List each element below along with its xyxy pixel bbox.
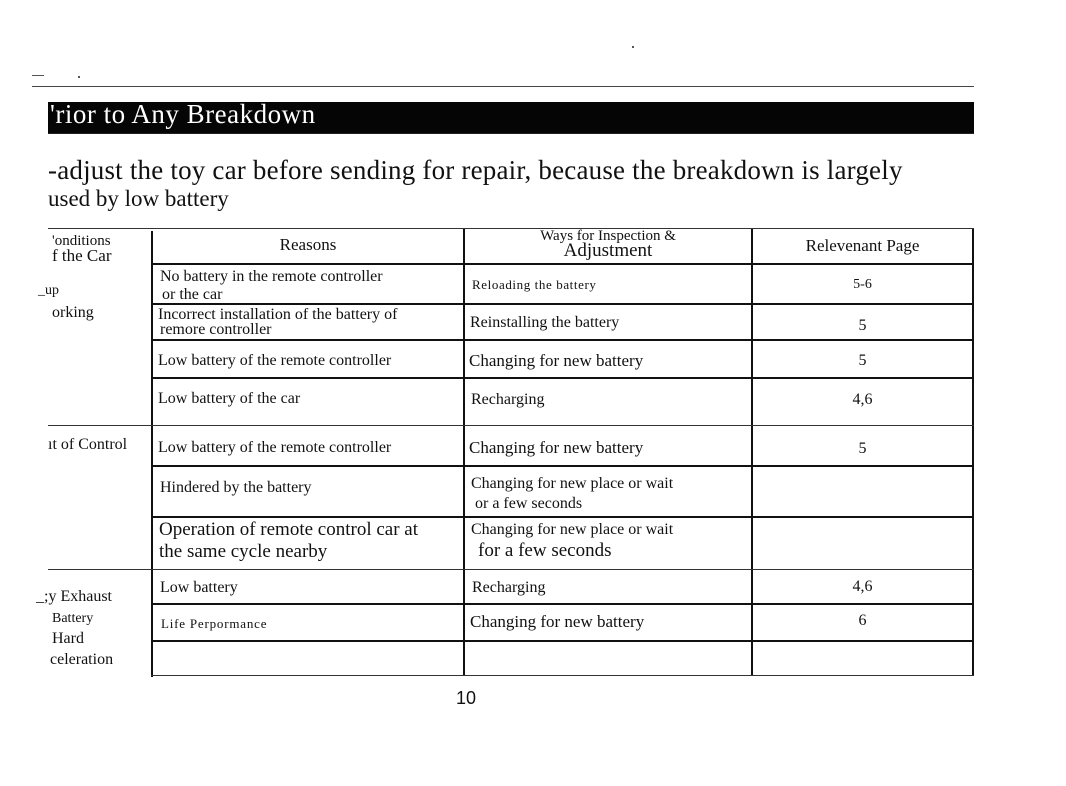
way-cell: Changing for new battery (469, 438, 644, 457)
intro-line-1: -adjust the toy car before sending for repair, because the breakdown is largely (48, 155, 903, 185)
way-cell (471, 474, 673, 514)
page-cell: 5 (858, 352, 867, 369)
condition-working: orking (52, 304, 94, 321)
condition-stop: _up (38, 283, 59, 298)
way-l2: for a few seconds (478, 540, 612, 561)
table-hline (151, 675, 974, 676)
top-rule (32, 86, 974, 87)
table-vline (463, 229, 465, 676)
page-cell: 4,6 (852, 578, 873, 595)
reason-l2: or the car (162, 286, 223, 303)
title-underline (48, 133, 974, 134)
page-cell: 6 (858, 612, 867, 629)
way-cell: Changing for new battery (470, 612, 645, 631)
section-title: 'rior to Any Breakdown (50, 99, 316, 129)
condition-battery: Battery (52, 611, 94, 626)
reason-cell: Hindered by the battery (160, 479, 312, 496)
table-hline (151, 516, 974, 518)
reason-cell (159, 519, 418, 563)
table-hline (151, 377, 974, 379)
reason-cell: Low battery of the remote controller (158, 439, 392, 456)
page-cell: 5 (858, 317, 867, 334)
reason-cell: Low battery of the remote controller (158, 352, 392, 369)
way-cell: Reloading the battery (472, 277, 597, 292)
table-vline (151, 231, 153, 677)
page-cell: 4,6 (852, 391, 873, 408)
scan-mark (32, 75, 44, 76)
way-cell: Recharging (472, 579, 546, 596)
header-conditions (52, 234, 111, 263)
table-hline (48, 425, 974, 426)
header-ways (465, 228, 751, 261)
header-ways-l1: Ways for Inspection & (540, 228, 676, 244)
table-row (158, 307, 397, 337)
reason-l1: No battery in the remote controller (160, 268, 383, 285)
reason-l2: remore controller (160, 321, 272, 338)
reason-cell: Low battery (160, 579, 238, 596)
table-hline (151, 263, 974, 265)
table-hline (151, 640, 974, 642)
scan-mark (632, 46, 634, 48)
table-hline (151, 603, 974, 605)
way-l1: Changing for new place or wait (471, 475, 674, 492)
reason-l2: the same cycle nearby (159, 541, 328, 562)
header-conditions-l1: 'onditions (52, 233, 111, 249)
table-vline (972, 229, 974, 676)
table-row (160, 268, 383, 304)
way-cell: Reinstalling the battery (470, 314, 620, 331)
reason-l1: Incorrect installation of the battery of (158, 306, 398, 323)
section-title-bar (48, 99, 974, 133)
page-cell: 5-6 (853, 277, 872, 292)
condition-exhaust: _;y Exhaust (36, 588, 112, 605)
way-l2: or a few seconds (475, 495, 583, 512)
scan-mark (78, 76, 80, 78)
table-hline (151, 465, 974, 467)
table-hline (151, 339, 974, 341)
header-reasons: Reasons (279, 235, 337, 254)
way-cell: Changing for new battery (469, 351, 644, 370)
header-ways-l2: Adjustment (563, 240, 653, 261)
page-cell: 5 (858, 440, 867, 457)
reason-cell: Low battery of the car (158, 390, 301, 407)
reason-cell: Life Perpormance (161, 616, 268, 631)
reason-l1: Operation of remote control car at (159, 519, 419, 540)
way-cell (471, 519, 673, 561)
way-l1: Changing for new place or wait (471, 521, 674, 538)
page-number: 10 (456, 688, 477, 708)
way-cell: Recharging (471, 391, 545, 408)
condition-acceleration: celeration (50, 651, 114, 668)
condition-control: ıt of Control (48, 436, 128, 453)
table-hline (48, 569, 974, 570)
condition-hard: Hard (52, 630, 84, 647)
header-page: Relevenant Page (805, 236, 920, 255)
intro-line-2: used by low battery (48, 186, 229, 211)
header-conditions-l2: f the Car (52, 246, 112, 265)
